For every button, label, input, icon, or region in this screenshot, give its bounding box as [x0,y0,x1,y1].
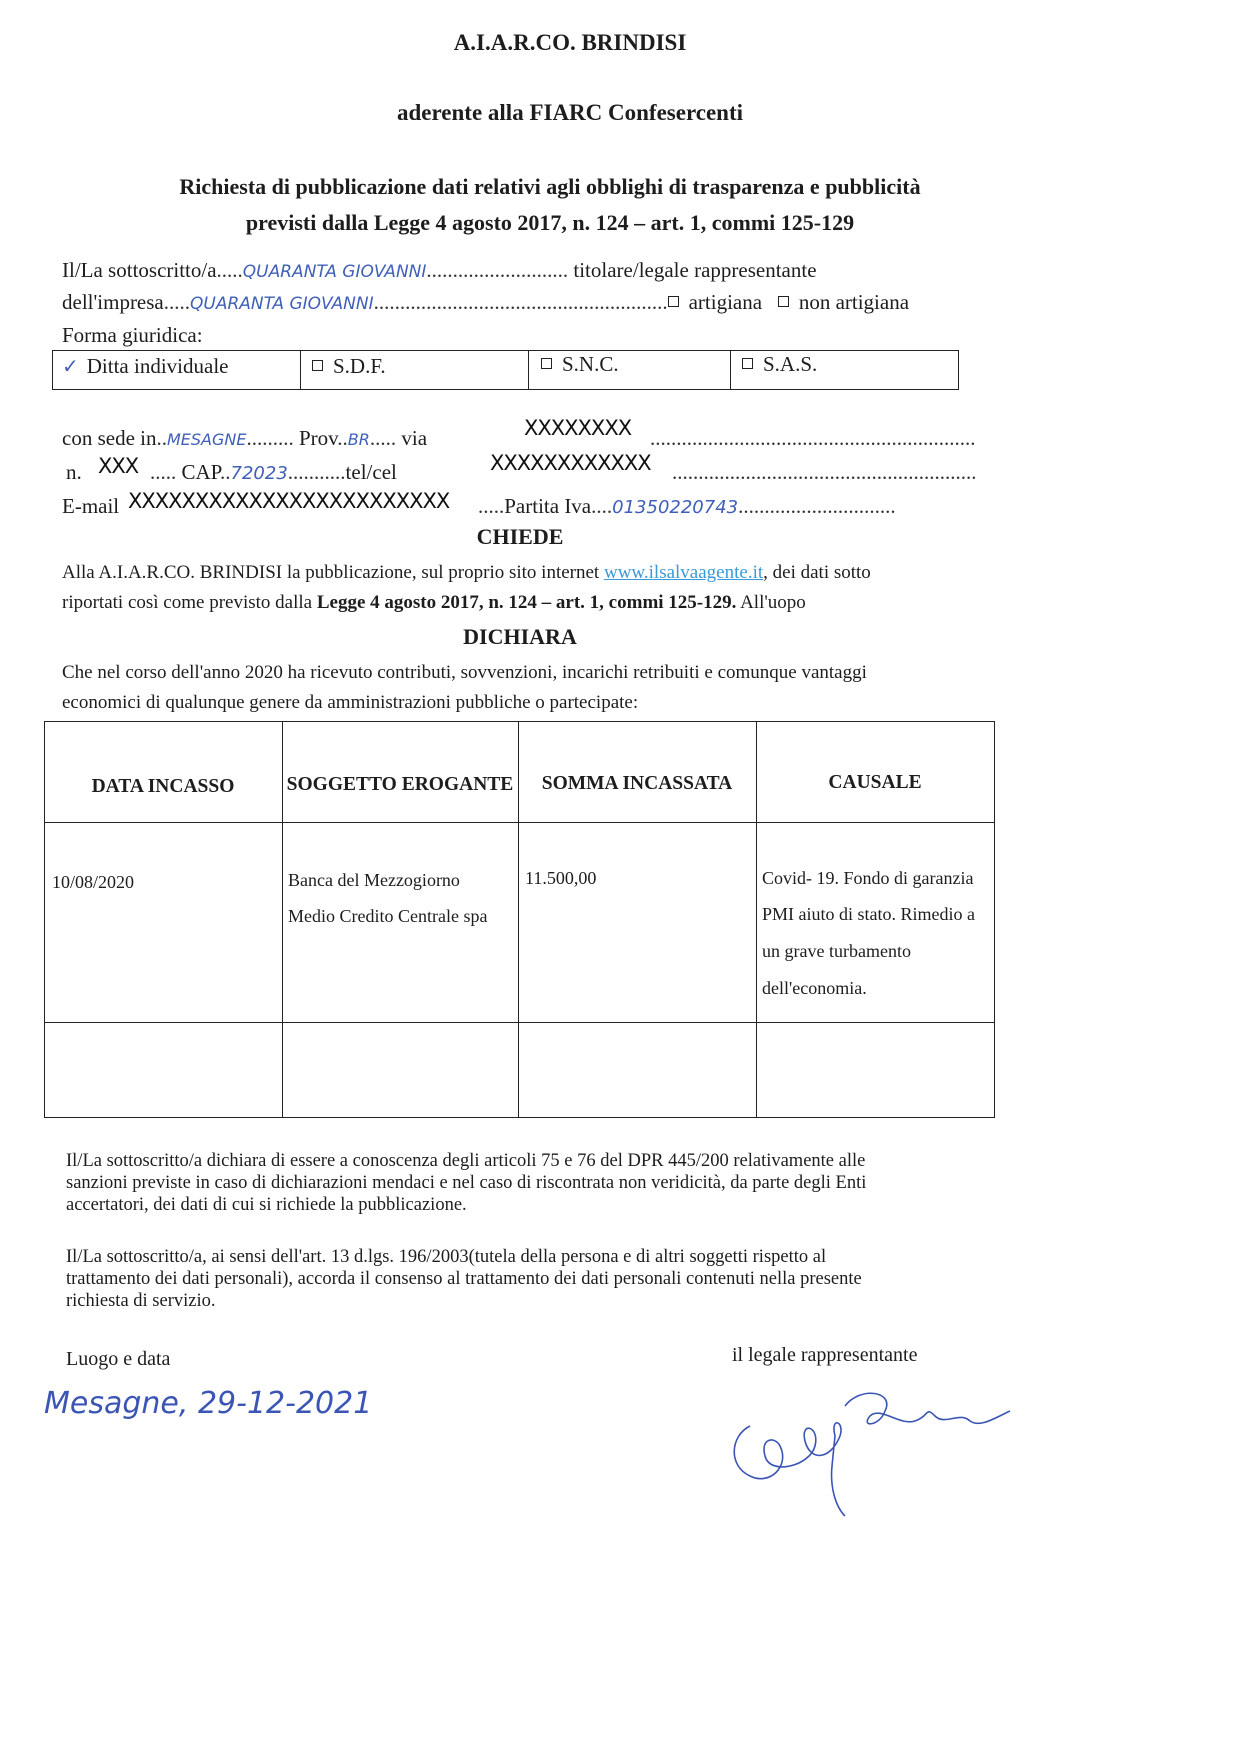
request-title-line1: Richiesta di pubblicazione dati relativi agli obblighi di trasparenza e pubblicità [179,174,921,199]
request-title-line2: previsti dalla Legge 4 agosto 2017, n. 124 – art. 1, commi 125-129 [245,210,855,235]
non-artigiana-checkbox[interactable] [778,296,789,307]
legal-form-sas[interactable]: S.A.S. [742,352,817,377]
check-mark-icon: ✓ [62,354,79,378]
cell-somma: 11.500,00 [525,868,597,888]
dichiara-line1: Che nel corso dell'anno 2020 ha ricevuto contributi, sovvenzioni, incarichi retribuiti e comunque vantaggi [62,662,867,683]
affiliation: aderente alla FIARC Confesercenti [397,100,743,125]
sede-row: con sede in..MESAGNE......... Prov..BR..... via [62,426,428,450]
cell-causale-line1: Covid- 19. Fondo di garanzia [762,868,974,888]
tel-value: XXXXXXXXXXXX [490,451,651,475]
prov-value: BR [347,430,370,449]
header-causale: CAUSALE [828,772,922,793]
cap-value: 72023 [230,463,288,484]
piva-value: 01350220743 [612,497,739,518]
chiede-line2: riportati così come previsto dalla Legge 4 agosto 2017, n. 124 – art. 1, commi 125-129. All'uopo [62,592,806,613]
header-data-incasso: DATA INCASSO [91,776,235,797]
header-somma-incassata: SOMMA INCASSATA [541,773,733,794]
legal-form-ditta[interactable]: ✓ Ditta individuale [62,354,229,378]
header-soggetto-erogante: SOGGETTO EROGANTE [286,774,514,795]
company-row: dell'impresa.....QUARANTA GIOVANNI........................................................ artigiana non artigiana [62,290,910,314]
signatory-label: Il/La sottoscritto/a [62,258,217,282]
artigiana-label: artigiana [688,290,763,314]
cell-causale-line3: un grave turbamento [762,941,911,961]
legal-form-label: Forma giuridica: [62,323,203,347]
signatory-row: Il/La sottoscritto/a.....QUARANTA GIOVANNI........................... titolare/legale rappresentante [62,258,817,282]
legal-rep-label: il legale rappresentante [732,1344,918,1366]
chiede-heading: CHIEDE [476,524,564,549]
n-value: XXX [98,454,139,478]
email-label: E-mail [62,494,120,518]
declaration-privacy: Il/La sottoscritto/a, ai sensi dell'art. 13 d.lgs. 196/2003(tutela della persona e di altri soggetti rispetto al trattamento dei dati personali), accorda il consenso al trattamento dei dati personali contenuti nella presente richiesta di servizio. [66,1247,862,1311]
email-value: XXXXXXXXXXXXXXXXXXXXXXXX [128,489,450,513]
cell-soggetto-line1: Banca del Mezzogiorno [288,870,460,890]
org-title: A.I.A.R.CO. BRINDISI [453,30,687,55]
cell-soggetto-line2: Medio Credito Centrale spa [288,906,488,926]
chiede-line1: Alla A.I.A.R.CO. BRINDISI la pubblicazione, sul proprio sito internet www.ilsalvaagente.it, dei dati sotto [62,562,871,583]
declaration-dpr: Il/La sottoscritto/a dichiara di essere a conoscenza degli articoli 75 e 76 del DPR 445/200 relativamente alle sanzioni previste in caso di dichiarazioni mendaci e nel caso di riscontrata non veridicità, da parte degli Enti accertatori, dei dati di cui si richiede la pubblicazione. [66,1151,867,1215]
website-link[interactable]: www.ilsalvaagente.it [603,562,764,583]
artigiana-checkbox[interactable] [668,296,679,307]
cell-causale-line4: dell'economia. [762,978,867,998]
piva-label: Partita Iva [504,494,592,518]
legal-form-snc[interactable]: S.N.C. [541,352,619,377]
legal-form-sdf[interactable]: S.D.F. [312,354,386,379]
cell-date: 10/08/2020 [52,872,135,892]
dichiara-heading: DICHIARA [463,624,577,649]
cap-row: n. [66,460,82,484]
cell-causale-line2: PMI aiuto di stato. Rimedio a [762,904,975,924]
non-artigiana-label: non artigiana [798,290,910,314]
company-name: QUARANTA GIOVANNI [190,294,374,314]
via-value: XXXXXXXX [524,416,632,440]
role-label: titolare/legale rappresentante [573,258,817,282]
place-date-value: Mesagne, 29-12-2021 [44,1386,373,1421]
sede-value: MESAGNE [166,430,247,449]
dichiara-line2: economici di qualunque genere da amministrazioni pubbliche o partecipate: [62,692,639,713]
signature-icon [720,1366,1020,1526]
place-date-label: Luogo e data [66,1348,171,1370]
signatory-name: QUARANTA GIOVANNI [242,262,427,282]
company-label: dell'impresa [62,290,164,314]
